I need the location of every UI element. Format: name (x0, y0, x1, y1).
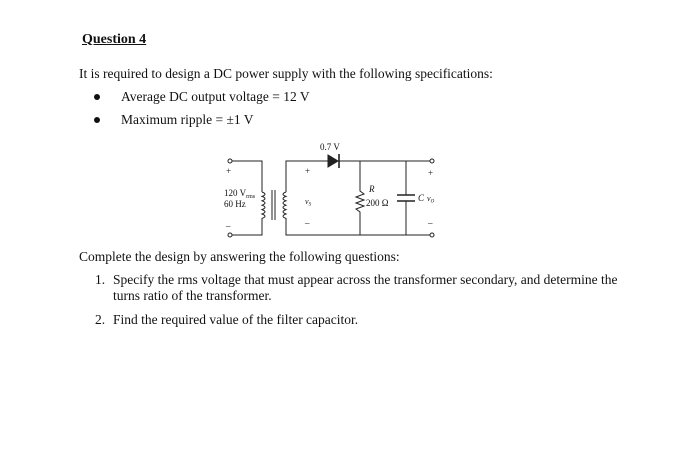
capacitor-label: C (418, 193, 425, 203)
instruction-text: Complete the design by answering the following questions: (79, 249, 400, 264)
bullet-icon (94, 117, 100, 123)
resistor-name-label: R (369, 184, 375, 194)
output-top-terminal (430, 159, 434, 163)
bullet-icon (94, 94, 100, 100)
secondary-coil (283, 192, 286, 218)
document-page: Question 4 It is required to design a DC power supply with the following specifications: Average DC output voltage = 12 V Maximum ripple = ±1 V 0.7 V + – 120 $V_{rms}$ 60 Hz + vS – R 200 Ω C + vO – Complete the design by answering the following questions: 1. Specify the rms voltage that must appear across the transformer secondary, and determine the turns ratio of the transformer. 2. Find the required value of the filter capacitor. (79, 32, 618, 327)
primary-plus-label: + (226, 166, 232, 176)
primary-bottom-wire (232, 218, 262, 235)
output-plus-label: + (428, 168, 434, 178)
diode-icon (328, 155, 338, 167)
source-voltage-label: 120 $V_{rms}$ (224, 188, 256, 200)
power-supply-circuit (220, 140, 440, 240)
secondary-plus-label: + (305, 166, 311, 176)
spec-list (94, 89, 310, 135)
secondary-minus-label: – (305, 218, 310, 228)
question-title: Question 4 (82, 32, 147, 47)
secondary-voltage-label: vS (305, 197, 312, 208)
primary-top-terminal (228, 159, 232, 163)
output-minus-label: – (428, 218, 433, 228)
resistor-value-label: 200 Ω (366, 198, 389, 208)
source-frequency-label: 60 Hz (224, 199, 246, 209)
spec-item: Maximum ripple = ±1 V (94, 112, 310, 135)
primary-coil (262, 192, 265, 218)
output-bottom-terminal (430, 233, 434, 237)
spec-item: Average DC output voltage = 12 V (94, 89, 310, 112)
primary-minus-label: – (226, 221, 231, 231)
output-voltage-label: vO (427, 194, 435, 205)
question-intro: It is required to design a DC power supply with the following specifications: (79, 66, 493, 81)
resistor-icon (356, 161, 364, 235)
primary-bottom-terminal (228, 233, 232, 237)
diode-drop-label: 0.7 V (320, 142, 340, 152)
